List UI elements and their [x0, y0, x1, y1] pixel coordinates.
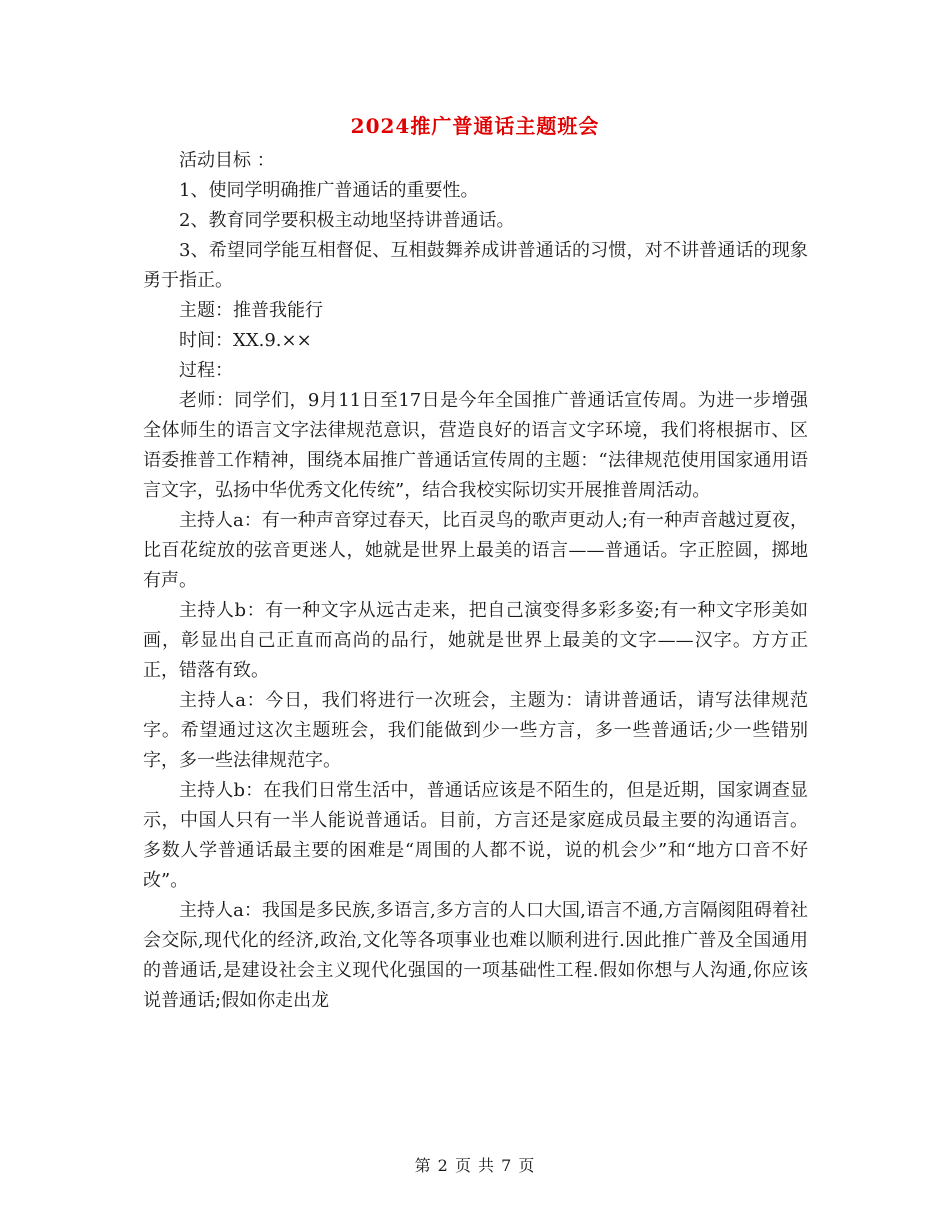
paragraph-host-a-1: 主持人a：有一种声音穿过春天，比百灵鸟的歌声更动人;有一种声音越过夏夜，比百花绽放的弦音更迷人，她就是世界上最美的语言——普通话。字正腔圆，掷地有声。	[143, 510, 808, 591]
paragraph-goal-1: 1、使同学明确推广普通话的重要性。	[179, 180, 479, 201]
paragraph-goal-3: 3、希望同学能互相督促、互相鼓舞养成讲普通话的习惯，对不讲普通话的现象勇于指正。	[143, 240, 808, 291]
paragraph-host-b-2: 主持人b：在我们日常生活中，普通话应该是不陌生的，但是近期，国家调查显示，中国人只有一半人能说普通话。目前，方言还是家庭成员最主要的沟通语言。多数人学普通话最主要的困难是“周围的人都不说，说的机会少”和“地方口音不好改”。	[143, 780, 808, 891]
paragraph-host-a-2: 主持人a：今日，我们将进行一次班会，主题为：请讲普通话，请写法律规范字。希望通过这次主题班会，我们能做到少一些方言，多一些普通话;少一些错别字，多一些法律规范字。	[143, 690, 808, 771]
paragraph-goal-2: 2、教育同学要积极主动地坚持讲普通话。	[179, 210, 515, 231]
paragraph-theme: 主题：推普我能行	[179, 300, 323, 321]
paragraph-process: 过程：	[179, 360, 233, 381]
page-footer: 第 2 页 共 7 页	[414, 1156, 536, 1175]
paragraph-host-a-3: 主持人a：我国是多民族,多语言,多方言的人口大国,语言不通,方言隔阂阻碍着社会交际,现代化的经济,政治,文化等各项事业也难以顺利进行.因此推广普及全国通用的普通话,是建设社会主义现代化强国的一项基础性工程.假如你想与人沟通,你应该说普通话;假如你走出龙	[143, 900, 808, 1011]
paragraph-goal-heading: 活动目标 ：	[179, 150, 275, 171]
paragraph-host-b-1: 主持人b：有一种文字从远古走来，把自己演变得多彩多姿;有一种文字形美如画，彰显出自己正直而高尚的品行，她就是世界上最美的文字——汉字。方方正正，错落有致。	[143, 600, 808, 681]
paragraph-teacher: 老师：同学们，9月11日至17日是今年全国推广普通话宣传周。为进一步增强全体师生的语言文字法律规范意识，营造良好的语言文字环境，我们将根据市、区语委推普工作精神，围绕本届推广普通话宣传周的主题：“法律规范使用国家通用语言文字，弘扬中华优秀文化传统”，结合我校实际切实开展推普周活动。	[143, 390, 808, 501]
paragraph-time: 时间：XX.9.××	[179, 330, 312, 351]
document-body	[143, 146, 808, 1016]
document-title: 2024推广普通话主题班会	[350, 114, 600, 138]
